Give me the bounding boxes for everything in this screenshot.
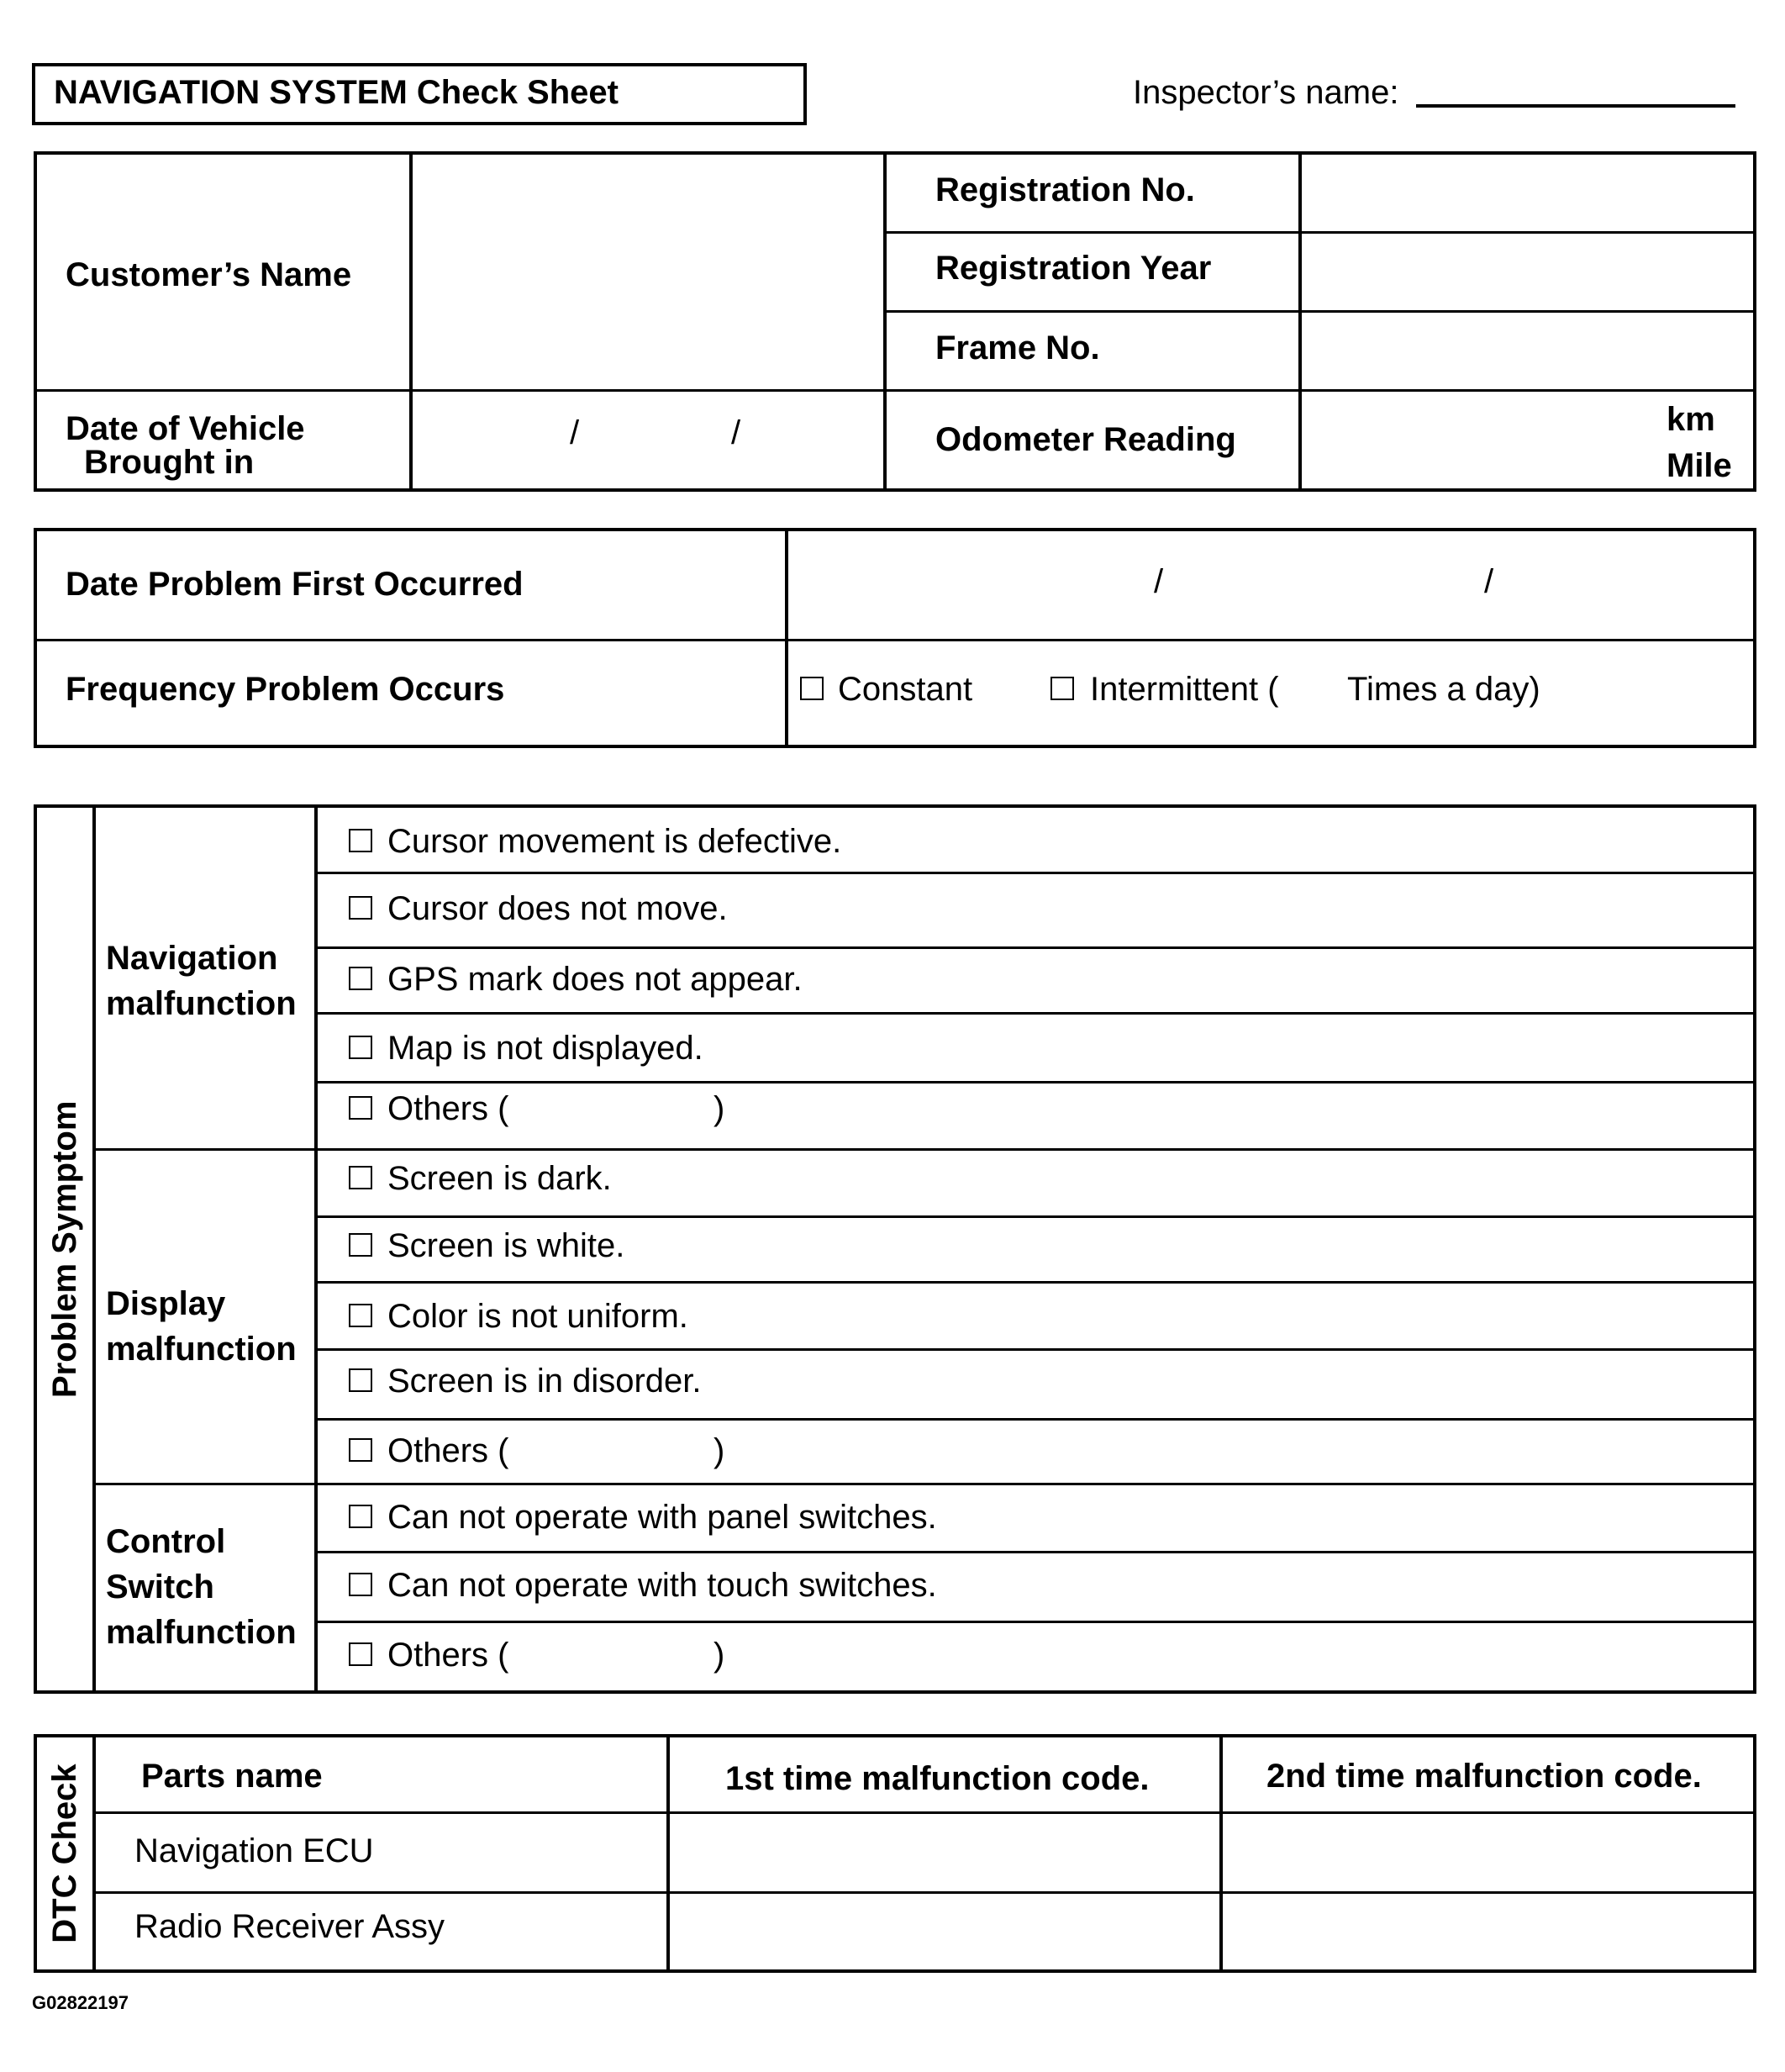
symptom-checkbox[interactable] xyxy=(349,1505,372,1528)
date-first-occurred-field[interactable] xyxy=(788,531,1753,639)
symptom-checkbox[interactable] xyxy=(349,1642,372,1666)
dtc-1st-code-field[interactable] xyxy=(670,1814,1219,1891)
control-switch-malfunction-label: Control xyxy=(106,1523,226,1560)
others-field[interactable] xyxy=(521,1086,706,1133)
others-close: ) xyxy=(713,1090,725,1127)
symptom-item-label: GPS mark does not appear. xyxy=(387,961,803,998)
control-switch-malfunction-label: Switch xyxy=(106,1568,214,1605)
symptom-checkbox[interactable] xyxy=(349,1573,372,1596)
problem-symptom-side-label: Problem Symptom xyxy=(46,1100,83,1398)
others-close: ) xyxy=(713,1432,725,1469)
date-first-occurred-label: Date Problem First Occurred xyxy=(66,566,524,603)
dtc-header-parts-name: Parts name xyxy=(141,1758,323,1795)
control-switch-malfunction-label: malfunction xyxy=(106,1614,297,1651)
frame-no-field[interactable] xyxy=(1302,313,1753,389)
constant-label: Constant xyxy=(838,671,973,708)
date-separator: / xyxy=(1484,563,1494,600)
problem-symptom-table xyxy=(34,804,1756,1694)
navigation-malfunction-label: malfunction xyxy=(106,985,297,1022)
dtc-part-name: Navigation ECU xyxy=(134,1832,374,1869)
dtc-header-2nd-code: 2nd time malfunction code. xyxy=(1266,1758,1702,1795)
symptom-item-label: Screen is white. xyxy=(387,1227,625,1264)
navigation-malfunction-label: Navigation xyxy=(106,940,278,977)
symptom-item-label: Color is not uniform. xyxy=(387,1298,688,1335)
times-a-day-label: Times a day) xyxy=(1347,671,1540,708)
symptom-item-label: Screen is dark. xyxy=(387,1160,612,1197)
others-label: Others ( xyxy=(387,1637,509,1674)
symptom-checkbox[interactable] xyxy=(349,829,372,852)
registration-year-field[interactable] xyxy=(1302,234,1753,310)
symptom-checkbox[interactable] xyxy=(349,1166,372,1189)
date-separator: / xyxy=(731,414,741,451)
others-close: ) xyxy=(713,1637,725,1674)
symptom-item-label: Map is not displayed. xyxy=(387,1030,703,1067)
inspector-label: Inspector’s name: xyxy=(1133,74,1399,111)
dtc-header-1st-code: 1st time malfunction code. xyxy=(725,1760,1150,1797)
symptom-checkbox[interactable] xyxy=(349,1368,372,1392)
frame-no-label: Frame No. xyxy=(935,330,1100,366)
dtc-part-name: Radio Receiver Assy xyxy=(134,1908,445,1945)
registration-no-label: Registration No. xyxy=(935,171,1195,208)
registration-year-label: Registration Year xyxy=(935,250,1212,287)
display-malfunction-label: malfunction xyxy=(106,1331,297,1368)
others-label: Others ( xyxy=(387,1090,509,1127)
dtc-1st-code-field[interactable] xyxy=(670,1894,1219,1969)
date-separator: / xyxy=(570,414,580,451)
intermittent-checkbox[interactable] xyxy=(1050,677,1074,700)
unit-km: km xyxy=(1667,401,1715,438)
page-title: NAVIGATION SYSTEM Check Sheet xyxy=(54,74,619,111)
dtc-check-side-label: DTC Check xyxy=(46,1764,83,1943)
date-brought-field[interactable] xyxy=(413,393,883,488)
symptom-item-label: Can not operate with panel switches. xyxy=(387,1499,937,1536)
customer-name-field[interactable] xyxy=(413,155,883,389)
symptom-checkbox[interactable] xyxy=(349,1036,372,1059)
others-field[interactable] xyxy=(521,1632,706,1679)
symptom-item-label: Screen is in disorder. xyxy=(387,1363,702,1400)
figure-code: G02822197 xyxy=(32,1992,129,2013)
symptom-checkbox[interactable] xyxy=(349,1438,372,1462)
symptom-checkbox[interactable] xyxy=(349,1233,372,1257)
customer-name-label: Customer’s Name xyxy=(66,256,352,293)
symptom-checkbox[interactable] xyxy=(349,896,372,920)
dtc-2nd-code-field[interactable] xyxy=(1223,1814,1753,1891)
odometer-label: Odometer Reading xyxy=(935,421,1236,458)
times-per-day-field[interactable] xyxy=(1286,664,1345,708)
display-malfunction-label: Display xyxy=(106,1285,226,1322)
date-separator: / xyxy=(1154,563,1164,600)
date-brought-label: Date of Vehicle xyxy=(66,410,305,447)
frequency-label: Frequency Problem Occurs xyxy=(66,671,505,708)
intermittent-label: Intermittent ( xyxy=(1090,671,1279,708)
symptom-checkbox[interactable] xyxy=(349,1096,372,1120)
dtc-2nd-code-field[interactable] xyxy=(1223,1894,1753,1969)
registration-no-field[interactable] xyxy=(1302,155,1753,231)
date-brought-label-line2: Brought in xyxy=(84,444,255,481)
unit-mile: Mile xyxy=(1667,447,1732,484)
others-field[interactable] xyxy=(521,1429,706,1476)
symptom-checkbox[interactable] xyxy=(349,967,372,990)
inspector-name-field[interactable] xyxy=(1416,104,1735,108)
symptom-checkbox[interactable] xyxy=(349,1304,372,1327)
symptom-item-label: Cursor movement is defective. xyxy=(387,823,842,860)
symptom-item-label: Can not operate with touch switches. xyxy=(387,1567,937,1604)
others-label: Others ( xyxy=(387,1432,509,1469)
constant-checkbox[interactable] xyxy=(800,677,824,700)
symptom-item-label: Cursor does not move. xyxy=(387,890,728,927)
